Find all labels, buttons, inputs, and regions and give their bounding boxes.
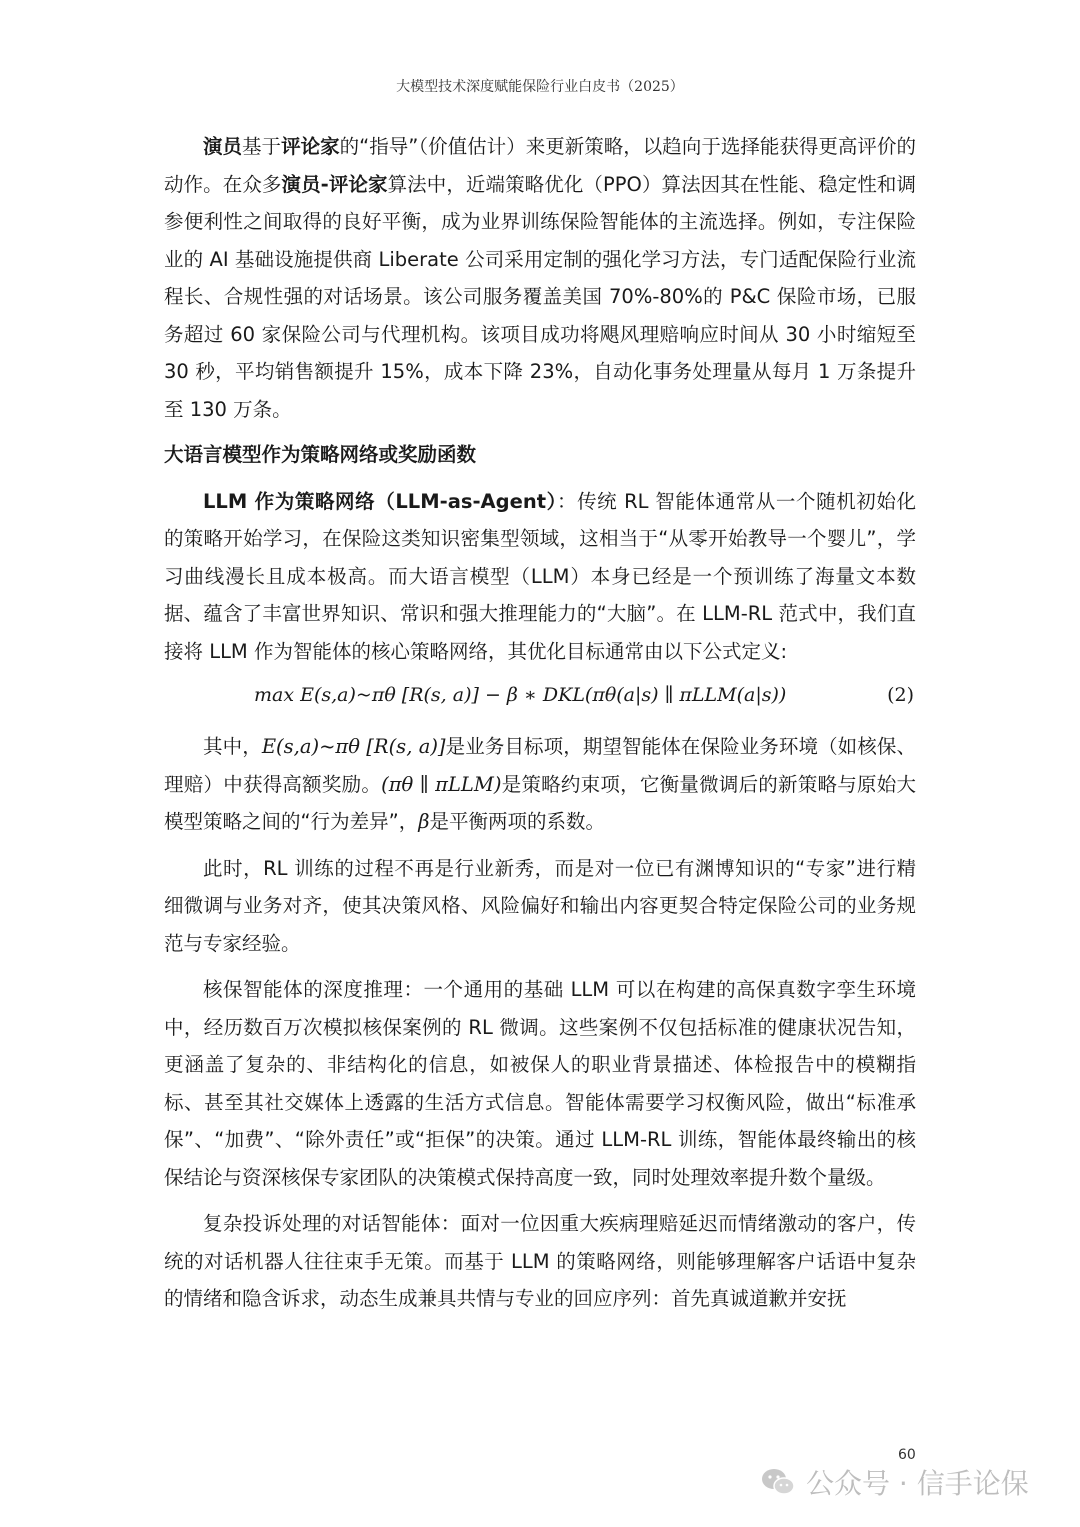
equation-number: (2) (887, 684, 914, 706)
term-actor: 演员 (203, 135, 243, 158)
math-inline: E(s,a)~πθ [R(s, a)] (261, 735, 446, 758)
formula-expression: max E(s,a)~πθ [R(s, a)] − β ∗ DKL(πθ(a|s) ∥ πLLM(a|s)) (254, 684, 787, 706)
text-run: 的“指导”（价值估计）来更新策略，以趋向于选择能获得更高评价的动作。在众多 (164, 135, 916, 196)
paragraph-formula-explanation (164, 728, 916, 841)
paragraph-expert-finetune: 此时，RL 训练的过程不再是行业新秀，而是对一位已有渊博知识的“专家”进行精细微调与业务对齐，使其决策风格、风险偏好和输出内容更契合特定保险公司的业务规范与专家经验。 (164, 856, 916, 955)
math-inline: (πθ ∥ πLLM) (381, 772, 502, 796)
text-run: 是平衡两项的系数。 (429, 810, 606, 833)
term-critic: 评论家 (281, 135, 340, 158)
paragraph-complaint-agent: 复杂投诉处理的对话智能体：面对一位因重大疾病理赔延迟而情绪激动的客户，传统的对话机器人往往束手无策。而基于 LLM 的策略网络，则能够理解客户话语中复杂的情绪和隐含诉求，动态生成兼具共情与专业的回应序列：首先真诚道歉并安抚 (164, 1212, 916, 1310)
equation-2 (164, 670, 916, 728)
wechat-icon (760, 1467, 796, 1497)
watermark-text: 公众号 · 信手论保 (806, 1467, 1029, 1500)
term-actor-critic: 演员-评论家 (281, 172, 388, 196)
document-body (164, 128, 916, 1318)
watermark (760, 1462, 1029, 1502)
text-run: ：传统 RL 智能体通常从一个随机初始化的策略开始学习，在保险这类知识密集型领域，这相当于“从零开始教导一个婴儿”，学习曲线漫长且成本极高。而大语言模型（LLM）本身已经是一个预训练了海量文本数据、蕴含了丰富世界知识、常识和强大推理能力的“大脑”。在 LLM-RL 范式中，我们直接将 LLM 作为智能体的核心策略网络，其优化目标通常由以下公式定义: (164, 489, 916, 663)
paragraph-llm-as-agent (164, 483, 916, 671)
text-run: 是策略约束项，它衡量微调后的新策略与原始大模型策略之间的“行为差异”， (164, 772, 916, 833)
term-llm-as-agent: LLM 作为策略网络（LLM-as-Agent） (203, 489, 557, 513)
paragraph-underwriting-agent: 核保智能体的深度推理：一个通用的基础 LLM 可以在构建的高保真数字孪生环境中，经历数百万次模拟核保案例的 RL 微调。这些案例不仅包括标准的健康状况告知，更涵盖了复杂的、非结构化的信息，如被保人的职业背景描述、体检报告中的模糊指标、甚至其社交媒体上透露的生活方式信息。智能体需要学习权衡风险，做出“标准承保”、“加费”、“除外责任”或“拒保”的决策。通过 LLM-RL 训练，智能体最终输出的核保结论与资深核保专家团队的决策模式保持高度一致，同时处理效率提升数个量级。 (164, 978, 916, 1189)
math-inline: β (418, 810, 430, 833)
paragraph-actor-critic (164, 128, 916, 428)
text-run: 其中， (203, 735, 262, 758)
section-heading: 大语言模型作为策略网络或奖励函数 (164, 443, 477, 466)
page-number: 60 (898, 1447, 916, 1463)
text-run: 是业务目标项，期望智能体在保险业务环境（如核保、理赔）中获得高额奖励。 (164, 735, 916, 796)
page-header: 大模型技术深度赋能保险行业白皮书（2025） (396, 79, 684, 95)
text-run: 算法中，近端策略优化（PPO）算法因其在性能、稳定性和调参便利性之间取得的良好平衡，成为业界训练保险智能体的主流选择。例如，专注保险业的 AI 基础设施提供商 Liberate 公司采用定制的强化学习方法，专门适配保险行业流程长、合规性强的对话场景。该公司服务覆盖美国 70%-80%的 P&C 保险市场，已服务超过 60 家保险公司与代理机构。该项目成功将飓风理赔响应时间从 30 小时缩短至 30 秒，平均销售额提升 15%，成本下降 23%，自动化事务处理量从每月 1 万条提升至 130 万条。 (164, 172, 916, 421)
text-run: 基于 (242, 135, 282, 158)
